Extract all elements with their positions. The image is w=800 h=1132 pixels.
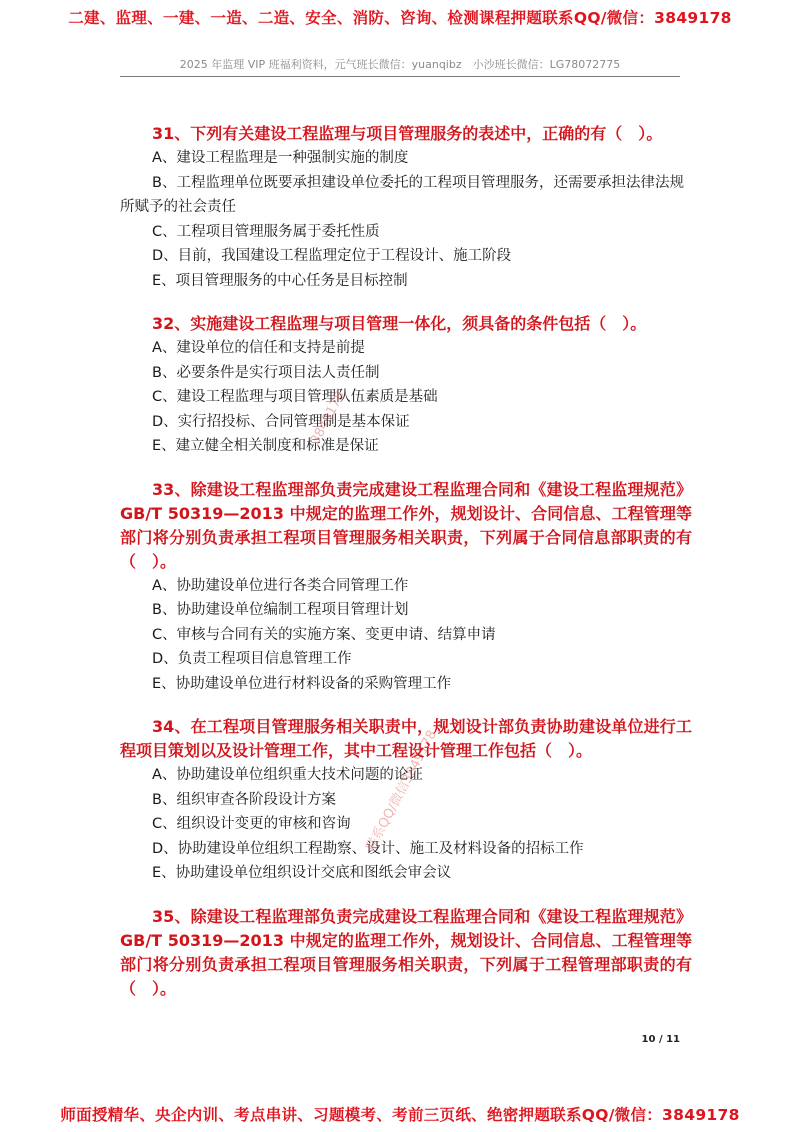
question-33 <box>120 478 692 697</box>
option-c: C、建设工程监理与项目管理队伍素质是基础 <box>152 389 438 405</box>
option-b: B、组织审查各阶段设计方案 <box>152 791 336 808</box>
top-contact-banner: 二建、监理、一建、一造、二造、安全、消防、咨询、检测课程押题联系QQ/微信：3849178 <box>68 9 732 27</box>
option-c: C、组织设计变更的审核和咨询 <box>152 816 351 832</box>
question-31 <box>120 122 692 293</box>
option-b: B、协助建设单位编制工程项目管理计划 <box>152 602 409 618</box>
option-e: E、协助建设单位组织设计交底和图纸会审会议 <box>152 865 452 881</box>
question-text: 32、实施建设工程监理与项目管理一体化，须具备的条件包括（ ）。 <box>152 314 647 333</box>
question-34 <box>120 715 692 886</box>
option-d: D、目前，我国建设工程监理定位于工程设计、施工阶段 <box>152 248 512 264</box>
watermark: 联系QQ/微信3849178 <box>363 727 441 854</box>
option-a: A、协助建设单位组织重大技术问题的论证 <box>152 767 423 783</box>
page-header: 2025 年监理 VIP 班福利资料，元气班长微信：yuanqibz 小沙班长微信：LG78072775 <box>179 58 621 71</box>
option-d: D、实行招投标、合同管理制是基本保证 <box>152 413 410 430</box>
option-a: A、建设工程监理是一种强制实施的制度 <box>152 150 409 166</box>
option-d: D、负责工程项目信息管理工作 <box>152 651 352 667</box>
option-e: E、协助建设单位进行材料设备的采购管理工作 <box>152 675 452 692</box>
bottom-contact-banner: 师面授精华、央企内训、考点串讲、习题模考、考前三页纸、绝密押题联系QQ/微信：3849178 <box>60 1106 740 1124</box>
watermark: 3849178 <box>308 388 349 448</box>
option-a: A、建设单位的信任和支持是前提 <box>152 340 365 356</box>
question-32 <box>120 312 692 459</box>
option-a: A、协助建设单位进行各类合同管理工作 <box>152 577 409 594</box>
question-list <box>120 122 692 1020</box>
header-divider <box>120 76 680 77</box>
question-35 <box>120 905 692 1001</box>
option-c: C、工程项目管理服务属于委托性质 <box>152 223 380 240</box>
question-text: 31、下列有关建设工程监理与项目管理服务的表述中，正确的有（ ）。 <box>152 124 663 143</box>
option-b: B、必要条件是实行项目法人责任制 <box>152 364 380 381</box>
option-d: D、协助建设单位组织工程勘察、设计、施工及材料设备的招标工作 <box>152 840 584 857</box>
question-text: 34、在工程项目管理服务相关职责中，规划设计部负责协助建设单位进行工程项目策划以及设计管理工作，其中工程设计管理工作包括（ ）。 <box>120 717 692 760</box>
option-e: E、建立健全相关制度和标准是保证 <box>152 438 379 454</box>
page-number: 10 / 11 <box>641 1034 680 1045</box>
option-e: E、项目管理服务的中心任务是目标控制 <box>152 272 408 289</box>
question-text: 35、除建设工程监理部负责完成建设工程监理合同和《建设工程监理规范》GB/T 50319—2013 中规定的监理工作外，规划设计、合同信息、工程管理等部门将分别负责承担工程项目管理服务相关职责，下列属于工程管理部职责的有（ ）。 <box>120 906 692 998</box>
question-text: 33、除建设工程监理部负责完成建设工程监理合同和《建设工程监理规范》GB/T 50319—2013 中规定的监理工作外，规划设计、合同信息、工程管理等部门将分别负责承担工程项目管理服务相关职责，下列属于合同信息部职责的有（ ）。 <box>120 479 692 571</box>
option-b: B、工程监理单位既要承担建设单位委托的工程项目管理服务，还需要承担法律法规所赋予的社会责任 <box>120 174 684 215</box>
option-c: C、审核与合同有关的实施方案、变更申请、结算申请 <box>152 626 496 643</box>
